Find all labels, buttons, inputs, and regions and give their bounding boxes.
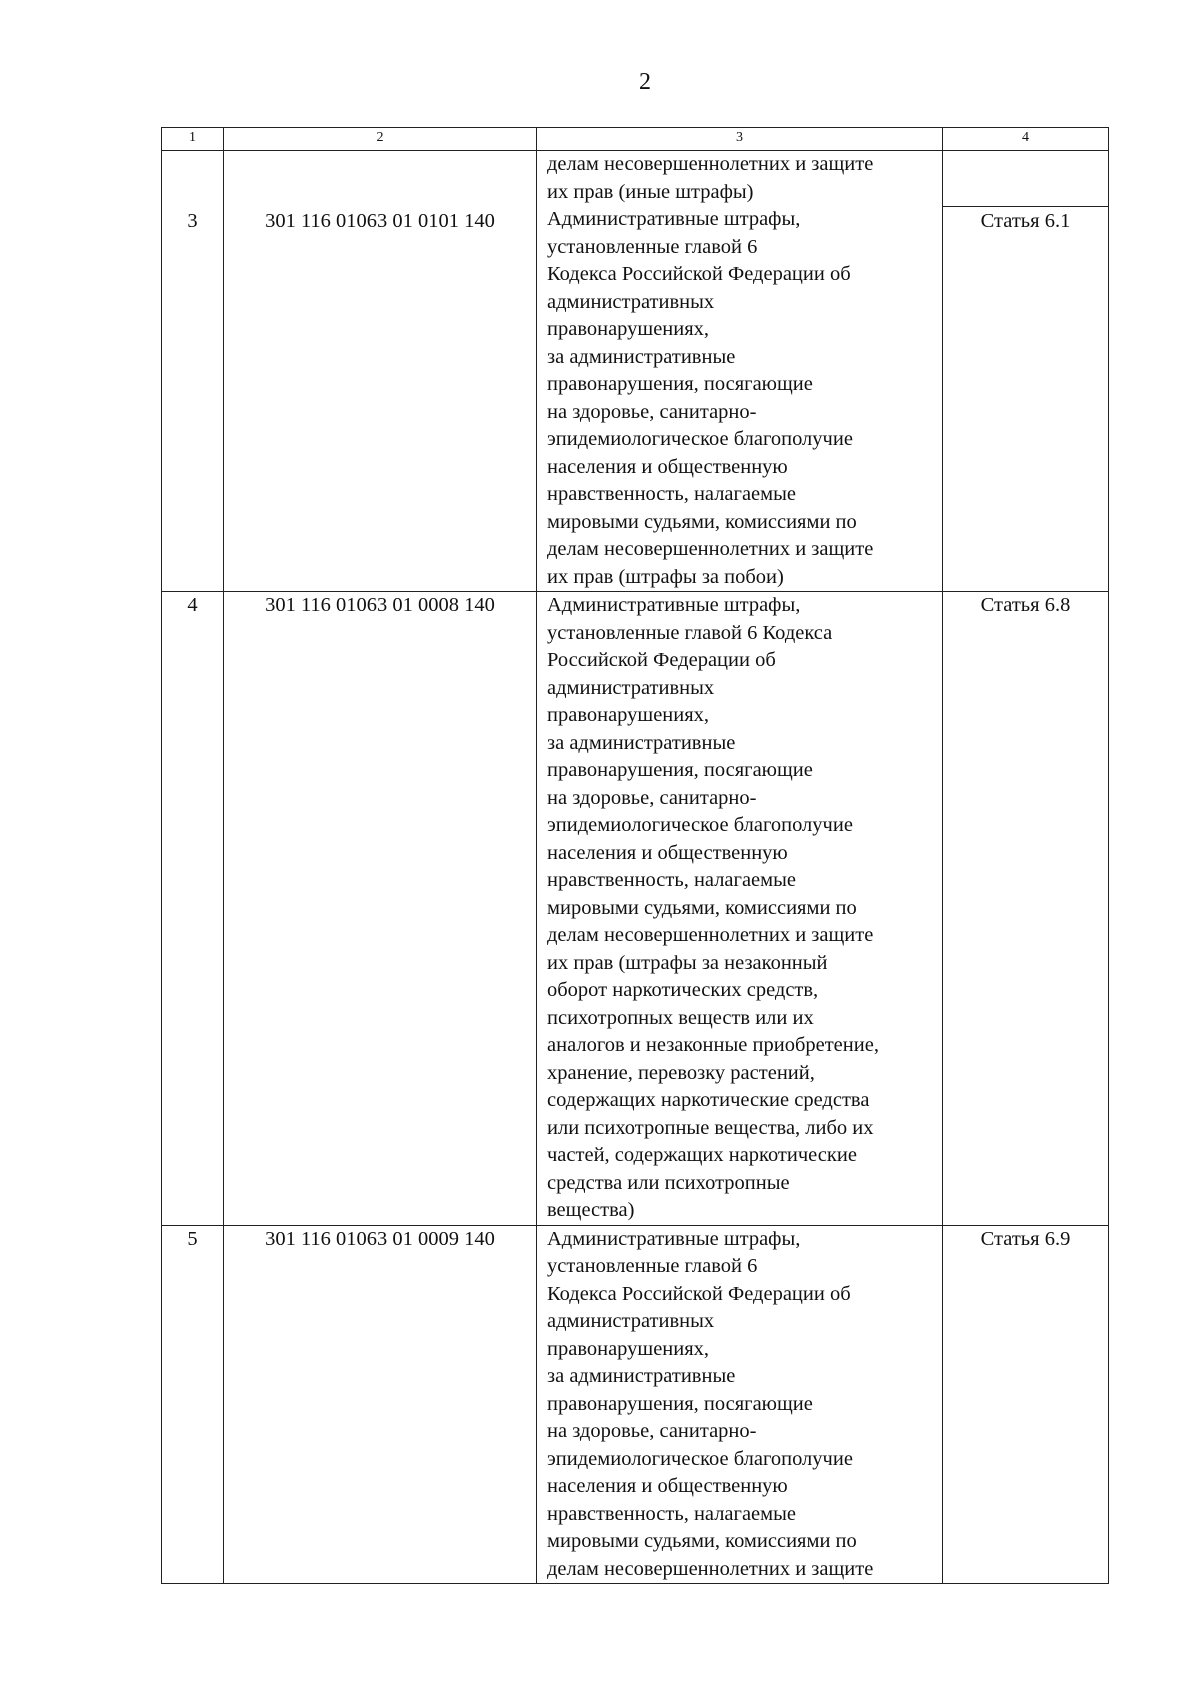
page-number: 2 xyxy=(639,69,651,95)
row-number-cell: 5 xyxy=(162,1225,224,1584)
column-header-4: 4 xyxy=(943,128,1109,151)
description-cell xyxy=(537,151,943,592)
description-text: Административные штрафы, установленные главой 6 Кодекса Российской Федерации об административных правонарушениях, за административные правонарушения, посягающие на здоровье, санитарно- эпидемиологическое благополучие населения и общественную нравственность, налагаемые мировыми судьями, комиссиями по делам несовершеннолетних и защите их прав (штрафы за побои) xyxy=(547,208,874,588)
table-row xyxy=(162,1225,1109,1584)
continuation-empty-cell xyxy=(943,151,1108,207)
article-cell xyxy=(943,151,1109,592)
code-cell: 301 116 01063 01 0009 140 xyxy=(224,1225,537,1584)
article-cell: Статья 6.8 xyxy=(943,592,1109,1226)
table-row xyxy=(162,151,1109,592)
article-cell: Статья 6.9 xyxy=(943,1225,1109,1584)
code-cell: 301 116 01063 01 0101 140 xyxy=(224,151,537,592)
codes-table xyxy=(161,127,1109,1584)
row-number-cell: 3 xyxy=(162,151,224,592)
description-cell: Административные штрафы, установленные главой 6 Кодекса Российской Федерации об административных правонарушениях, за административные правонарушения, посягающие на здоровье, санитарно- эпидемиологическое благополучие населения и общественную нравственность, налагаемые мировыми судьями, комиссиями по делам несовершеннолетних и защите их прав (штрафы за незаконный оборот наркотических средств, психотропных веществ или их аналогов и незаконные приобретение, хранение, перевозку растений, содержащих наркотические средства или психотропные вещества, либо их частей, содержащих наркотические средства или психотропные вещества) xyxy=(537,592,943,1226)
column-header-1: 1 xyxy=(162,128,224,151)
column-header-2: 2 xyxy=(224,128,537,151)
table-header-row xyxy=(162,128,1109,151)
column-header-3: 3 xyxy=(537,128,943,151)
article-text: Статья 6.1 xyxy=(980,210,1071,232)
row-number-cell: 4 xyxy=(162,592,224,1226)
table-row xyxy=(162,592,1109,1226)
code-cell: 301 116 01063 01 0008 140 xyxy=(224,592,537,1226)
continuation-text: делам несовершеннолетних и защите их прав (иные штрафы) xyxy=(547,153,874,203)
description-cell: Административные штрафы, установленные главой 6 Кодекса Российской Федерации об административных правонарушениях, за административные правонарушения, посягающие на здоровье, санитарно- эпидемиологическое благополучие населения и общественную нравственность, налагаемые мировыми судьями, комиссиями по делам несовершеннолетних и защите xyxy=(537,1225,943,1584)
